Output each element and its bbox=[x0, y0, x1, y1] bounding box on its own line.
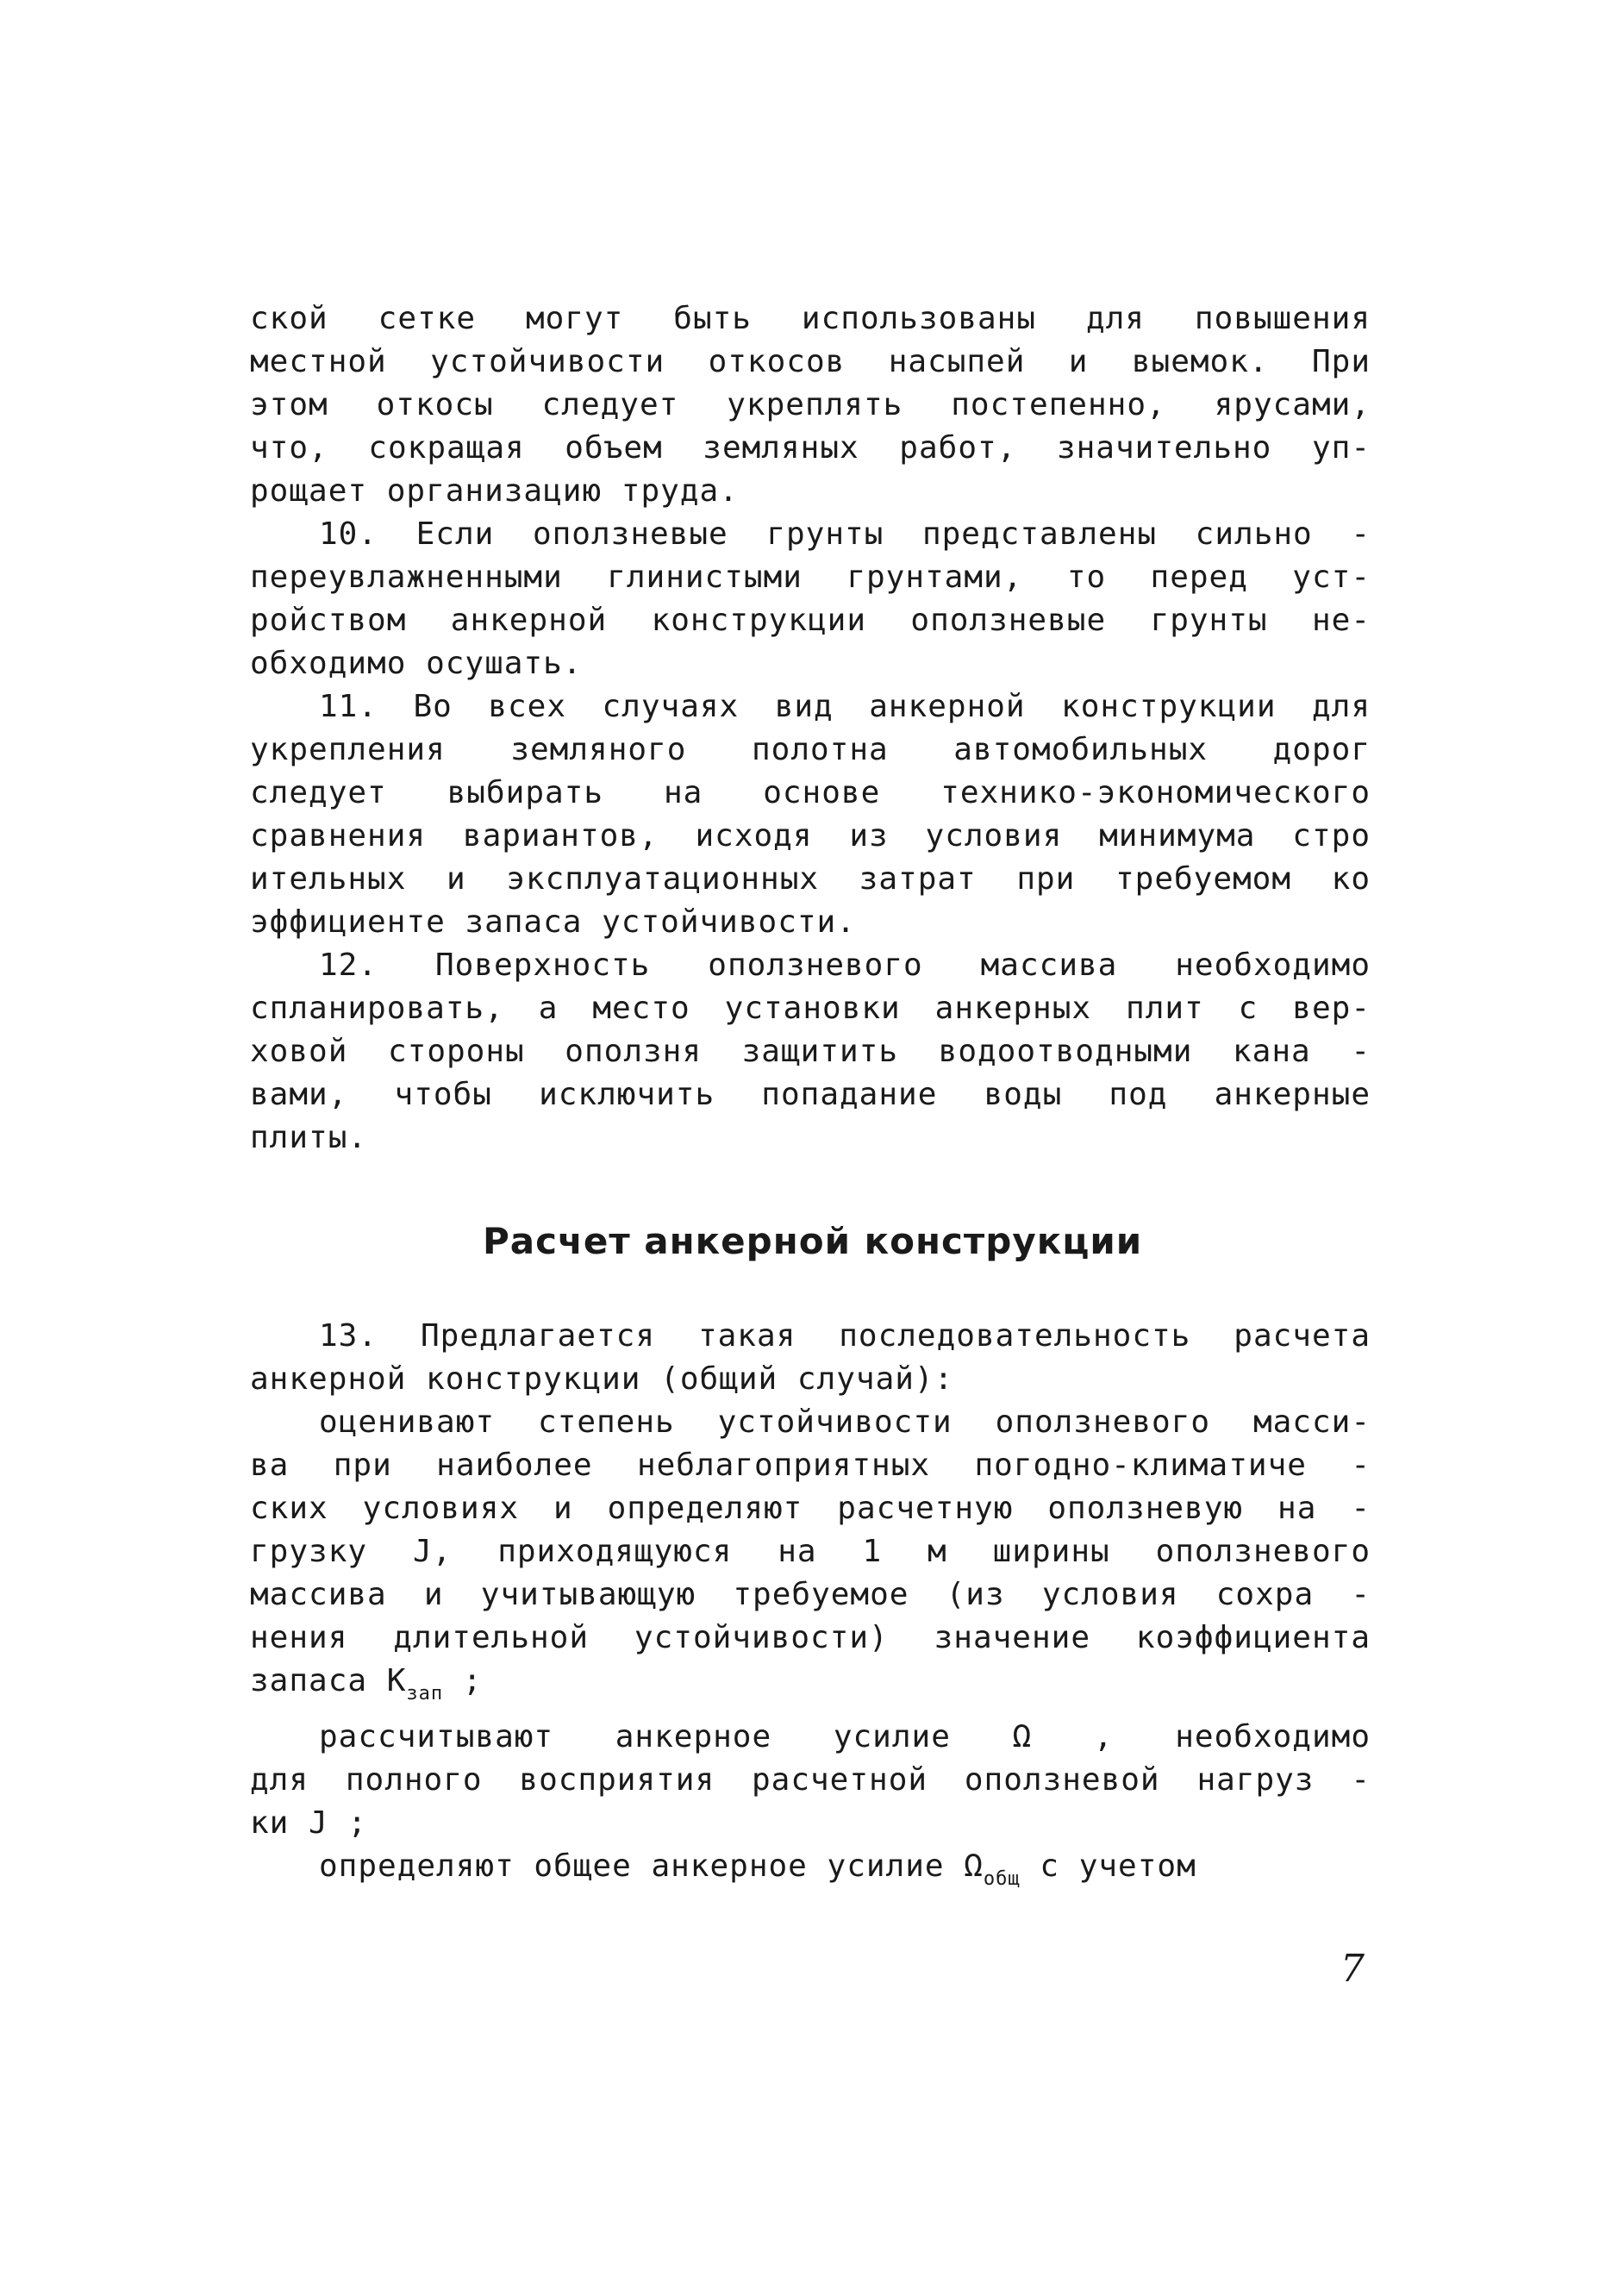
text-line: ройством анкерной конструкции оползневые грунты не- bbox=[250, 603, 1371, 638]
text-line: 10. Если оползневые грунты представлены сильно - bbox=[319, 516, 1371, 552]
text-line: обходимо осушать. bbox=[250, 646, 583, 681]
text-line: вами, чтобы исключить попадание воды под анкерные bbox=[250, 1077, 1371, 1112]
text-block-top bbox=[250, 297, 1371, 1160]
text-line: ховой стороны оползня защитить водоотводными кана - bbox=[250, 1034, 1371, 1069]
text-line: укрепления земляного полотна автомобильных дорог bbox=[250, 732, 1371, 767]
text-line: 13. Предлагается такая последовательность расчета bbox=[319, 1318, 1371, 1354]
text-line: оценивают степень устойчивости оползневого масси- bbox=[319, 1404, 1371, 1440]
text-line: сравнения вариантов, исходя из условия минимума стро bbox=[250, 818, 1371, 854]
text-line: плиты. bbox=[250, 1120, 368, 1155]
text-line: ительных и эксплуатационных затрат при требуемом ко bbox=[250, 861, 1371, 897]
text-line: рощает организацию труда. bbox=[250, 473, 739, 509]
paragraph-determine bbox=[250, 1845, 1371, 1901]
formula-text: ; bbox=[443, 1663, 483, 1698]
text-line: 11. Во всех случаях вид анкерной конструкции для bbox=[319, 689, 1371, 724]
text-line: спланировать, а место установки анкерных плит с вер- bbox=[250, 991, 1371, 1026]
text-line: ской сетке могут быть использованы для повышения bbox=[250, 301, 1371, 336]
formula-text: определяют общее анкерное усилие Ω bbox=[319, 1848, 984, 1884]
paragraph-11 bbox=[250, 685, 1371, 944]
text-block-bottom bbox=[250, 1315, 1371, 1901]
text-line: местной устойчивости откосов насыпей и выемок. При bbox=[250, 344, 1371, 379]
text-line: 12. Поверхность оползневого массива необходимо bbox=[319, 948, 1371, 983]
text-line: следует выбирать на основе технико-экономического bbox=[250, 775, 1371, 810]
formula-text: с учетом bbox=[1020, 1848, 1196, 1884]
formula-text: запаса K bbox=[250, 1663, 407, 1698]
text-line: ва при наиболее неблагоприятных погодно-климатиче - bbox=[250, 1448, 1371, 1483]
paragraph-estimate bbox=[250, 1401, 1371, 1716]
text-line: эффициенте запаса устойчивости. bbox=[250, 904, 856, 940]
text-line: ских условиях и определяют расчетную оползневую на - bbox=[250, 1491, 1371, 1526]
text-line-with-subscript bbox=[250, 1845, 1371, 1901]
text-line: массива и учитывающую требуемое (из условия сохра - bbox=[250, 1577, 1371, 1612]
text-line: ки J ; bbox=[250, 1805, 368, 1841]
paragraph-9-continuation bbox=[250, 297, 1371, 513]
text-line: переувлажненными глинистыми грунтами, то перед уст- bbox=[250, 560, 1371, 595]
text-line: анкерной конструкции (общий случай): bbox=[250, 1361, 954, 1397]
paragraph-13 bbox=[250, 1315, 1371, 1401]
text-line: этом откосы следует укреплять постепенно, ярусами, bbox=[250, 387, 1371, 422]
section-heading: Расчет анкерной конструкции bbox=[483, 1220, 1143, 1262]
subscript: зап bbox=[406, 1683, 444, 1704]
text-line: грузку J, приходящуюся на 1 м ширины оползневого bbox=[250, 1534, 1371, 1569]
text-line: что, сокращая объем земляных работ, значительно уп- bbox=[250, 430, 1371, 466]
subscript: общ bbox=[983, 1868, 1021, 1890]
paragraph-12 bbox=[250, 944, 1371, 1160]
text-line: рассчитывают анкерное усилие Ω , необходимо bbox=[319, 1719, 1371, 1754]
page-number: 7 bbox=[1340, 1947, 1365, 1991]
paragraph-calculate bbox=[250, 1716, 1371, 1845]
text-line: для полного восприятия расчетной оползневой нагруз - bbox=[250, 1762, 1371, 1798]
paragraph-10 bbox=[250, 513, 1371, 685]
text-line-with-subscript bbox=[250, 1660, 1371, 1716]
text-line: нения длительной устойчивости) значение коэффициента bbox=[250, 1620, 1371, 1655]
